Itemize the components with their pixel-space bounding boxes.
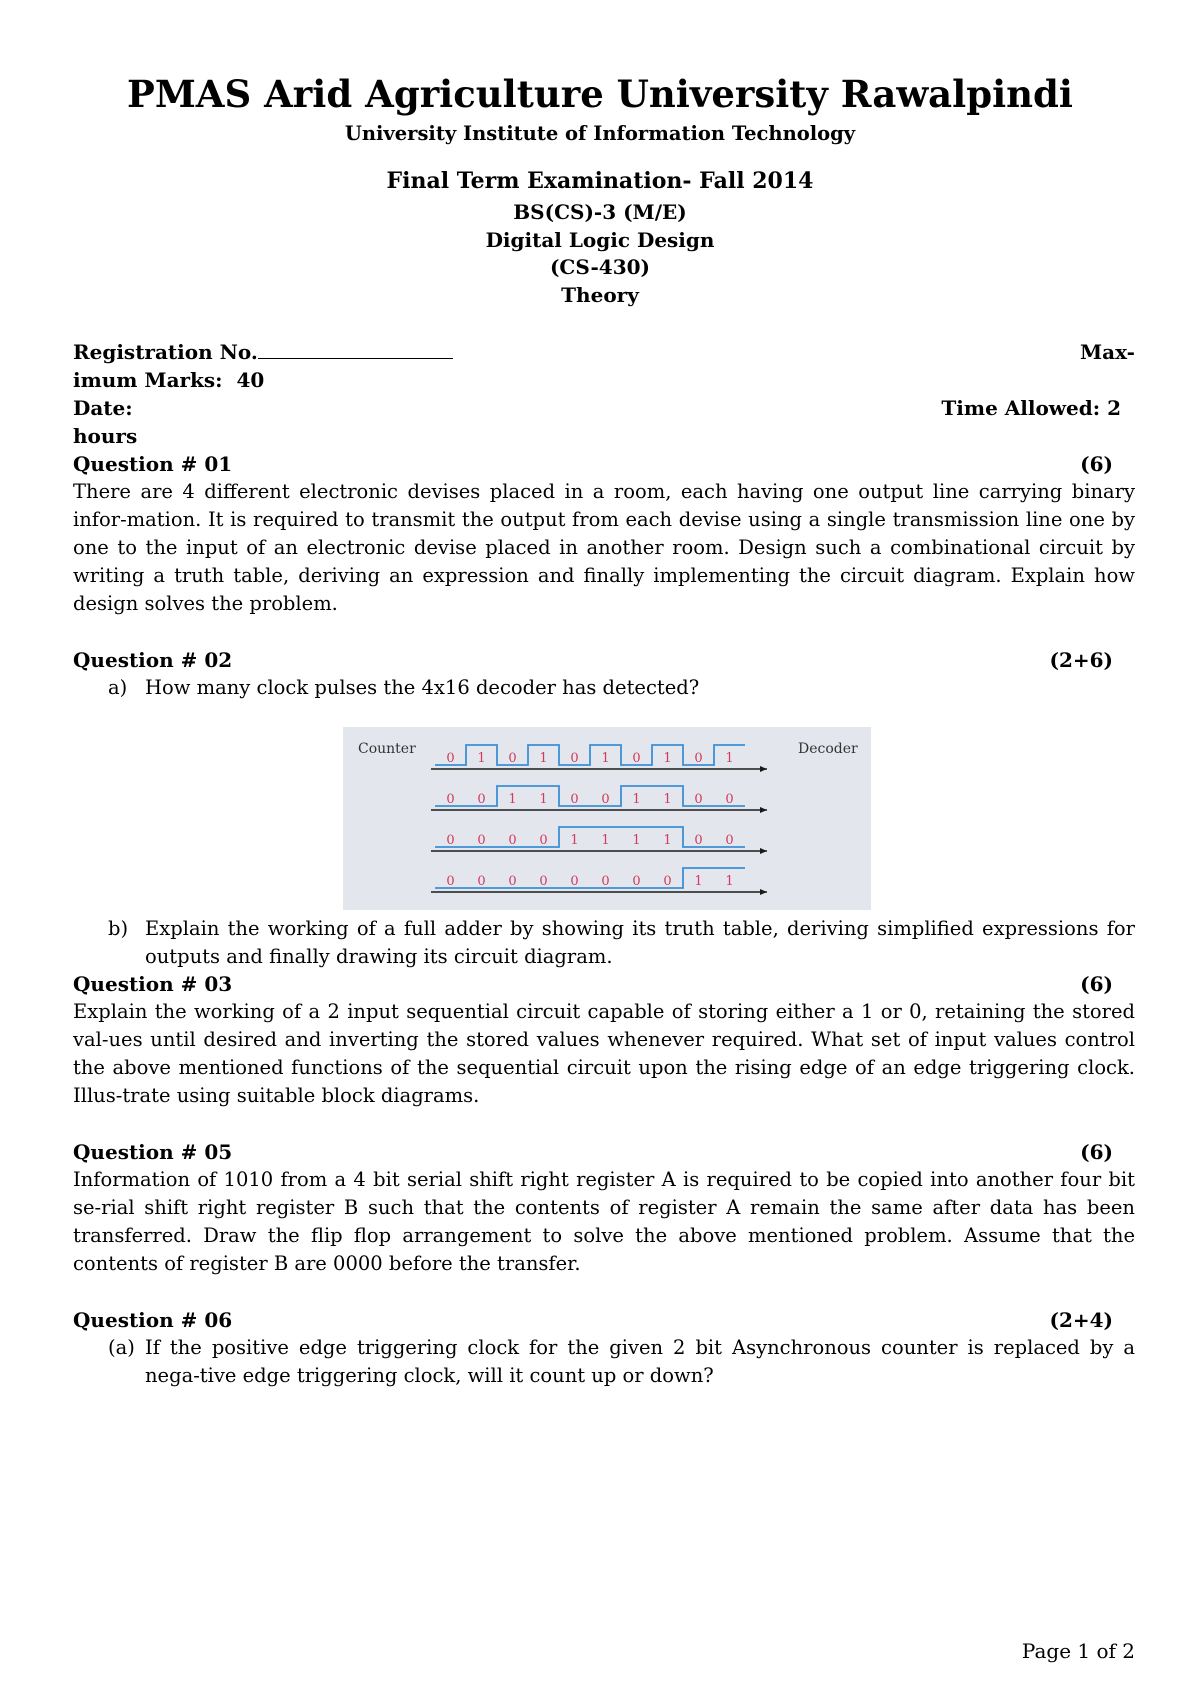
question-title: Question # 05 xyxy=(73,1140,233,1164)
question-01-body: There are 4 different electronic devises placed in a room, each having one output line carrying binary infor-mation. It is required to transmit the output from each devise using a single transmission line one by one to the input of an electronic devise placed in another room. Design such a combinational circuit by writing a truth table, deriving an expression and finally implementing the circuit diagram. Explain how design solves the problem. xyxy=(73,480,1135,615)
bit-value-label: 1 xyxy=(663,792,672,807)
bit-value-label: 0 xyxy=(725,833,734,848)
question-06-part-a xyxy=(108,1334,1135,1390)
part-label: a) xyxy=(108,676,128,699)
hours-row xyxy=(73,424,1135,448)
bit-value-label: 1 xyxy=(694,874,703,889)
program: BS(CS)-3 (M/E) xyxy=(513,200,687,224)
bit-value-label: 1 xyxy=(632,833,641,848)
bit-value-label: 0 xyxy=(632,751,641,766)
question-title: Question # 06 xyxy=(73,1308,233,1332)
registration-row xyxy=(73,340,1135,364)
page-number: Page 1 of 2 xyxy=(1021,1639,1135,1663)
bit-value-label: 1 xyxy=(508,792,517,807)
counter-label: Counter xyxy=(358,741,416,757)
question-marks: (2+4) xyxy=(1049,1308,1113,1332)
time-allowed-label: Time Allowed: 2 xyxy=(941,396,1121,420)
time-allowed-unit: hours xyxy=(73,424,138,448)
question-title: Question # 02 xyxy=(73,648,233,672)
question-05-body: Information of 1010 from a 4 bit serial shift right register A is required to be copied into another four bit se-rial shift right register B such that the contents of register A remain the same after data has been transferred. Draw the flip flop arrangement to solve the above mentioned problem. Assume that the contents of register B are 0000 before the transfer. xyxy=(73,1168,1135,1275)
bit-value-label: 1 xyxy=(570,833,579,848)
part-label: (a) xyxy=(108,1336,135,1359)
max-marks-row xyxy=(73,368,1135,392)
question-01-heading xyxy=(73,452,1135,476)
question-title: Question # 01 xyxy=(73,452,233,476)
part-label: b) xyxy=(108,917,129,940)
question-02-heading xyxy=(73,648,1135,672)
part-text: If the positive edge triggering clock for the given 2 bit Asynchronous counter is replaced by a nega-tive edge triggering clock, will it count up or down? xyxy=(145,1336,1135,1387)
bit-value-label: 0 xyxy=(446,751,455,766)
question-02-part-a xyxy=(108,674,1135,702)
bit-value-label: 0 xyxy=(725,792,734,807)
bit-value-label: 0 xyxy=(539,874,548,889)
date-row xyxy=(73,396,1135,420)
bit-value-label: 0 xyxy=(508,833,517,848)
bit-value-label: 1 xyxy=(539,792,548,807)
max-marks-label-cont: imum Marks: xyxy=(73,368,223,392)
question-03-body: Explain the working of a 2 input sequential circuit capable of storing either a 1 or 0, retaining the stored val-ues until desired and inverting the stored values whenever required. What set of input values control the above mentioned functions of the sequential circuit upon the rising edge of an edge triggering clock. Illus-trate using suitable block diagrams. xyxy=(73,1000,1135,1107)
institute-name: University Institute of Information Technology xyxy=(344,122,856,145)
bit-value-label: 0 xyxy=(570,874,579,889)
bit-value-label: 0 xyxy=(663,874,672,889)
bit-value-label: 1 xyxy=(725,874,734,889)
bit-value-label: 1 xyxy=(477,751,486,766)
decoder-label: Decoder xyxy=(798,741,858,757)
question-05-heading xyxy=(73,1140,1135,1164)
bit-value-label: 1 xyxy=(601,833,610,848)
bit-value-label: 0 xyxy=(539,833,548,848)
bit-value-label: 0 xyxy=(477,874,486,889)
question-marks: (6) xyxy=(1080,1140,1113,1164)
counter-decoder-timing-diagram xyxy=(343,727,871,910)
date-label: Date: xyxy=(73,396,133,420)
question-03-heading xyxy=(73,972,1135,996)
exam-title: Final Term Examination- Fall 2014 xyxy=(386,168,814,194)
paper-type: Theory xyxy=(561,283,639,307)
question-06-heading xyxy=(73,1308,1135,1332)
bit-value-label: 0 xyxy=(601,874,610,889)
bit-value-label: 0 xyxy=(477,792,486,807)
part-text: Explain the working of a full adder by showing its truth table, deriving simplified expressions for outputs and finally drawing its circuit diagram. xyxy=(145,917,1135,968)
bit-value-label: 1 xyxy=(663,751,672,766)
university-title: PMAS Arid Agriculture University Rawalpindi xyxy=(127,72,1073,116)
bit-value-label: 1 xyxy=(725,751,734,766)
bit-value-label: 0 xyxy=(694,751,703,766)
bit-value-label: 0 xyxy=(570,792,579,807)
course-code: (CS-430) xyxy=(549,255,651,279)
bit-value-label: 0 xyxy=(694,833,703,848)
question-marks: (2+6) xyxy=(1049,648,1113,672)
bit-value-label: 0 xyxy=(601,792,610,807)
max-marks-label: Max- xyxy=(1080,340,1135,364)
part-text: How many clock pulses the 4x16 decoder has detected? xyxy=(145,676,700,699)
course-name: Digital Logic Design xyxy=(485,228,715,252)
max-marks-value: 40 xyxy=(236,368,265,392)
registration-blank xyxy=(258,340,453,359)
question-marks: (6) xyxy=(1080,972,1113,996)
bit-value-label: 0 xyxy=(477,833,486,848)
bit-value-label: 1 xyxy=(539,751,548,766)
question-02-part-b xyxy=(108,915,1135,971)
question-marks: (6) xyxy=(1080,452,1113,476)
bit-value-label: 1 xyxy=(632,792,641,807)
bit-value-label: 0 xyxy=(508,751,517,766)
question-title: Question # 03 xyxy=(73,972,233,996)
bit-value-label: 0 xyxy=(570,751,579,766)
bit-value-label: 1 xyxy=(601,751,610,766)
bit-value-label: 0 xyxy=(446,833,455,848)
bit-value-label: 0 xyxy=(632,874,641,889)
bit-value-label: 1 xyxy=(663,833,672,848)
registration-label: Registration No. xyxy=(73,340,258,364)
bit-value-label: 0 xyxy=(446,874,455,889)
bit-value-label: 0 xyxy=(446,792,455,807)
bit-value-label: 0 xyxy=(508,874,517,889)
bit-value-label: 0 xyxy=(694,792,703,807)
